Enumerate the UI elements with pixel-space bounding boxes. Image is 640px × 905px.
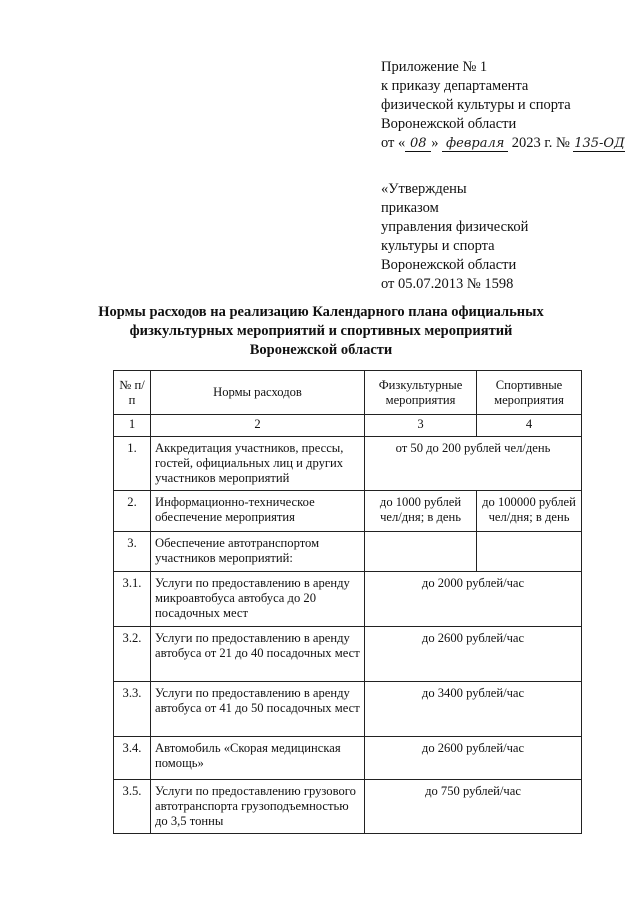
row-number: 1. [114,437,151,491]
table-row [114,491,582,532]
row-combined-value: до 2000 рублей/час [365,572,582,627]
header-num: № п/п [114,371,151,415]
colnum-3: 3 [365,415,477,437]
row-name: Автомобиль «Скорая медицинская помощь» [151,737,365,780]
row-name: Информационно-техническое обеспечение мероприятия [151,491,365,532]
row-combined-value: до 2600 рублей/час [365,737,582,780]
date-prefix: от « [381,135,406,151]
row-fitness-value: до 1000 рублей чел/дня; в день [365,491,477,532]
approved-line-6: от 05.07.2013 № 1598 [381,276,514,292]
handwritten-number: 135-ОД [574,136,625,151]
row-name: Услуги по предоставлению в аренду автобуса от 21 до 40 посадочных мест [151,627,365,682]
approved-line-2: приказом [381,200,439,216]
annex-line-4: Воронежской области [381,116,517,132]
row-number: 3.3. [114,682,151,737]
date-suffix: 2023 г. № [511,135,570,151]
approved-line-4: культуры и спорта [381,238,495,254]
approved-line-5: Воронежской области [381,257,517,273]
header-sport: Спортивные мероприятия [477,371,582,415]
handwritten-month: февраля [442,136,508,152]
table-header-row [114,371,582,415]
row-number: 3.4. [114,737,151,780]
annex-line-2: к приказу департамента [381,78,529,94]
table-row [114,682,582,737]
document-title: Нормы расходов на реализацию Календарного плана официальных физкультурных мероприятий и спортивных мероприятий Воронежской области [98,304,544,358]
table-row [114,572,582,627]
row-number: 3.2. [114,627,151,682]
colnum-1: 1 [114,415,151,437]
approved-block [381,180,528,294]
column-number-row [114,415,582,437]
row-name: Услуги по предоставлению грузового автотранспорта грузоподъемностью до 3,5 тонны [151,780,365,834]
annex-date-line [381,134,625,153]
row-combined-value: до 3400 рублей/час [365,682,582,737]
row-combined-value: до 750 рублей/час [365,780,582,834]
row-name: Аккредитация участников, прессы, гостей, официальных лиц и других участников мероприятий [151,437,365,491]
table-row [114,532,582,572]
row-fitness-value [365,532,477,572]
row-name: Услуги по предоставлению в аренду микроавтобуса автобуса до 20 посадочных мест [151,572,365,627]
row-number: 3.1. [114,572,151,627]
expense-norms-table [113,370,582,834]
row-number: 3. [114,532,151,572]
approved-line-3: управления физической [381,219,529,235]
row-number: 2. [114,491,151,532]
row-combined-value: от 50 до 200 рублей чел/день [365,437,582,491]
row-sport-value [477,532,582,572]
row-combined-value: до 2600 рублей/час [365,627,582,682]
colnum-4: 4 [477,415,582,437]
row-sport-value: до 100000 рублей чел/дня; в день [477,491,582,532]
date-mid: » [431,135,439,151]
approved-line-1: «Утверждены [381,181,467,197]
table-row [114,737,582,780]
handwritten-day: 08 [405,136,431,152]
header-norms: Нормы расходов [151,371,365,415]
annex-line-1: Приложение № 1 [381,59,488,75]
annex-header [381,58,625,153]
header-fitness: Физкультурные мероприятия [365,371,477,415]
row-number: 3.5. [114,780,151,834]
row-name: Обеспечение автотранспортом участников мероприятий: [151,532,365,572]
annex-line-3: физической культуры и спорта [381,97,571,113]
colnum-2: 2 [151,415,365,437]
table-row [114,627,582,682]
table-row [114,780,582,834]
row-name: Услуги по предоставлению в аренду автобуса от 41 до 50 посадочных мест [151,682,365,737]
table-row [114,437,582,491]
